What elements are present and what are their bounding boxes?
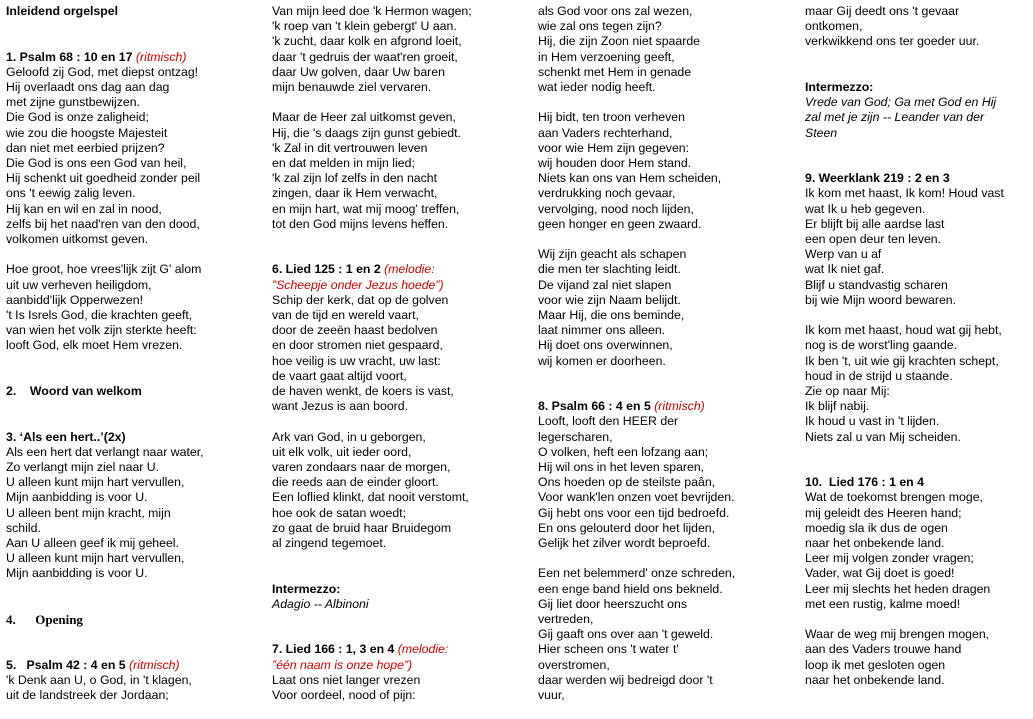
- lyric-line: Steen: [805, 125, 838, 140]
- lyric-line: Geloofd zij God, met diepst ontzag!: [6, 64, 199, 79]
- lyric-line: Voor wank'len onzen voet bevrijden.: [538, 490, 735, 505]
- lyric-line: Laat ons niet langer vrezen: [272, 672, 421, 687]
- lyric-line: aanbidd'lijk Opperwezen!: [6, 292, 144, 307]
- lyric-line: Mijn aanbidding is voor U.: [6, 490, 148, 505]
- intermezzo2-heading: Intermezzo:: [805, 80, 874, 94]
- psalm66-verse4: [538, 414, 788, 551]
- lyric-line: van wien het volk zijn sterkte heeft:: [6, 323, 197, 338]
- lyric-line: zelfs bij het naad'ren van den dood,: [6, 216, 200, 231]
- lyric-line: Hij overlaadt ons dag aan dag: [6, 80, 170, 94]
- lyric-line: uit uw verheven heiligdom,: [6, 277, 152, 292]
- lyric-line: en mijn hart, wat mij moog' treffen,: [272, 201, 460, 216]
- psalm42-heading: [6, 658, 252, 673]
- column-4: [805, 4, 1029, 688]
- lyric-line: legerscharen,: [538, 429, 613, 444]
- lied166-verse1-cont: [538, 4, 788, 95]
- lyric-line: 'k zucht, daar kolk en afgrond loeit,: [272, 34, 462, 49]
- lyric-line: Werp van u af: [805, 247, 882, 262]
- lied176-heading: 10. Lied 176 : 1 en 4: [805, 475, 924, 490]
- lied166-heading: [272, 642, 522, 657]
- hert-verse: [6, 445, 252, 582]
- lyric-line: loop ik met gesloten ogen: [805, 657, 946, 672]
- lyric-line: U alleen bent mijn kracht, mijn: [6, 505, 171, 520]
- psalm42-title: 5. Psalm 42 : 4 en 5: [6, 657, 130, 672]
- lyric-line: wie zou die hoogste Majesteit: [6, 125, 168, 140]
- lied125-verse2: [272, 430, 522, 552]
- lyric-line: Zo verlangt mijn ziel naar U.: [6, 460, 160, 475]
- psalm66-title: 8. Psalm 66 : 4 en 5: [538, 399, 655, 414]
- lyric-line: wat Ik niet gaf.: [805, 262, 885, 277]
- psalm42-verse1-cont: [272, 4, 522, 95]
- lyric-line: hoe veilig is uw vracht, uw last:: [272, 353, 441, 368]
- lyric-line: als God voor ons zal wezen,: [538, 4, 693, 18]
- lyric-line: wat Ik u heb gegeven.: [805, 201, 926, 216]
- lyric-line: en dat melden in mijn lied;: [272, 156, 415, 171]
- lyric-line: want Jezus is aan boord.: [272, 399, 409, 414]
- lied166-title: 7. Lied 166 : 1, 3 en 4: [272, 642, 398, 657]
- lyric-line: hoe ook de satan woedt;: [272, 505, 406, 520]
- psalm66-mode: (ritmisch): [654, 399, 705, 414]
- lyric-line: Hij schenkt uit goedheid zonder peil: [6, 171, 201, 186]
- lyric-line: vertreden,: [538, 612, 594, 627]
- lyric-line: die reeds aan de einder gloort.: [272, 475, 439, 490]
- lyric-line: maar Gij deedt ons 't gevaar: [805, 4, 960, 18]
- lyric-line: aan Vaders rechterhand,: [538, 125, 673, 140]
- lyric-line: nog is de worst'ling gaande.: [805, 338, 958, 353]
- lyric-line: Hij bidt, ten troon verheven: [538, 110, 685, 125]
- lyric-line: wij komen er doorheen.: [538, 353, 666, 368]
- lyric-line: bij wie Mijn woord bewaren.: [805, 292, 957, 307]
- lyric-line: Wat de toekomst brengen moge,: [805, 490, 983, 505]
- lyric-line: Gij gaaft ons over aan 't geweld.: [538, 627, 714, 642]
- lyric-line: tot den God mijns levens heffen.: [272, 216, 449, 231]
- lyric-line: Er blijft bij alle aardse last: [805, 216, 945, 231]
- lyric-line: U alleen kunt mijn hart vervullen,: [6, 475, 185, 490]
- lyric-line: zal met je zijn -- Leander van der: [805, 110, 985, 125]
- lyric-line: Ik blijf nabij.: [805, 399, 870, 414]
- lyric-line: uit elk volk, uit ieder oord,: [272, 444, 412, 459]
- lyric-line: Die God is ons een God van heil,: [6, 156, 187, 171]
- lied166-verse-start: [272, 673, 522, 703]
- lyric-line: dan niet met eerbied prijzen?: [6, 140, 165, 155]
- lyric-line: Hij wil ons in het leven sparen,: [538, 460, 705, 475]
- lyric-line: 'k roep van 't klein gebergt' U aan.: [272, 19, 457, 34]
- lyric-line: daar werden wij bedreigd door 't: [538, 672, 713, 687]
- lyric-line: uit de landstreek der Jordaan;: [6, 688, 169, 703]
- lyric-line: voor wie Hem zijn gegeven:: [538, 140, 690, 155]
- weerklank-heading: 9. Weerklank 219 : 2 en 3: [805, 171, 950, 186]
- psalm42-verse-start: [6, 673, 252, 703]
- lyric-line: Gelijk het zilver wordt beproefd.: [538, 536, 711, 551]
- lyric-line: Ik ben 't, uit wie gij krachten schept,: [805, 353, 999, 368]
- lyric-line: daar Uw golven, daar Uw baren: [272, 64, 445, 79]
- lyric-line: Zie op naar Mij:: [805, 384, 890, 399]
- lyric-line: door de zeeën haast bedolven: [272, 323, 438, 338]
- lyric-line: 'k Zal in dit vertrouwen leven: [272, 140, 428, 155]
- lyric-line: aan des Vaders trouwe hand: [805, 642, 962, 657]
- lyric-line: met zijne gunstbewijzen.: [6, 95, 140, 110]
- lyric-line: overstromen,: [538, 657, 610, 672]
- lyric-line: de haven wenkt, de koers is vast,: [272, 384, 454, 399]
- lyric-line: vuur,: [538, 688, 565, 703]
- lyric-line: Gij hebt ons voor een tijd bedroefd.: [538, 505, 730, 520]
- lyric-line: Ik kom met haast, Ik kom! Houd vast: [805, 186, 1004, 201]
- lyric-line: Niets zal u van Mij scheiden.: [805, 429, 961, 444]
- intermezzo1-heading: Intermezzo:: [272, 581, 341, 596]
- lyric-line: houd in de strijd u staande.: [805, 368, 953, 383]
- lyric-line: Wij zijn geacht als schapen: [538, 247, 687, 262]
- intermezzo2-text: [805, 95, 1029, 141]
- lied176-verse4: [805, 627, 1029, 688]
- lyric-line: Een net belemmerd' onze schreden,: [538, 566, 736, 581]
- lyric-line: Voor oordeel, nood of pijn:: [272, 688, 416, 703]
- lyric-line: Ik houd u vast in 't lijden.: [805, 414, 940, 429]
- lyric-line: Niets kan ons van Hem scheiden,: [538, 171, 722, 186]
- lyric-line: Maar Hij, die ons beminde,: [538, 308, 685, 323]
- hert-heading: 3. ‘Als een hert..’(2x): [6, 429, 126, 444]
- lyric-line: schenkt met Hem in genade: [538, 64, 692, 79]
- psalm68-verse2: [6, 262, 252, 353]
- lyric-line: mij geleidt des Heeren hand;: [805, 505, 962, 520]
- lyric-line: Ons hoeden op de steilste paân,: [538, 475, 716, 490]
- lyric-line: Een loflied klinkt, dat nooit verstomt,: [272, 490, 469, 505]
- column-3: [538, 4, 788, 703]
- lyric-line: Hier scheen ons 't water t': [538, 642, 679, 657]
- lyric-line: zo gaat de bruid haar Bruidegom: [272, 520, 452, 535]
- lyric-line: voor wie zijn Naam belijdt.: [538, 292, 681, 307]
- lyric-line: Ark van God, in u geborgen,: [272, 429, 426, 444]
- lyric-line: U alleen kunt mijn hart vervullen,: [6, 551, 185, 566]
- lyric-line: Leer mij slechts het heden dragen: [805, 581, 991, 596]
- psalm66-verse5-cont: [805, 4, 1029, 50]
- lyric-line: vervolging, nood noch lijden,: [538, 201, 694, 216]
- psalm68-title: 1. Psalm 68 : 10 en 17: [6, 49, 136, 64]
- lyric-line: wij houden door Hem stand.: [538, 156, 692, 171]
- lyric-line: Hij kan en wil en zal in nood,: [6, 201, 162, 216]
- lyric-line: Vader, wat Gij doet is goed!: [805, 566, 955, 581]
- column-1: [6, 4, 252, 703]
- lyric-line: een enge band hield ons bekneld.: [538, 581, 723, 596]
- lied125-verse1: [272, 293, 522, 415]
- weerklank-verse2: [805, 186, 1029, 308]
- psalm66-heading: [538, 399, 788, 414]
- lyric-line: en door stromen niet gespaard,: [272, 338, 443, 353]
- lyric-line: wie zal ons tegen zijn?: [538, 19, 662, 34]
- lyric-line: wat ieder nodig heeft.: [538, 80, 656, 95]
- lyric-line: naar het onbekende land.: [805, 672, 945, 687]
- lyric-line: Hij, die zijn Zoon niet spaarde: [538, 34, 700, 49]
- lyric-line: varen zondaars naar de morgen,: [272, 460, 451, 475]
- lyric-line: De vijand zal niet slapen: [538, 277, 672, 292]
- lied166-melody-2: ”één naam is onze hope”): [272, 657, 413, 672]
- lied166-verse3: [538, 110, 788, 232]
- lyric-line: Hij, die 's daags zijn gunst gebiedt.: [272, 125, 461, 140]
- lyric-line: Waar de weg mij brengen mogen,: [805, 627, 990, 642]
- lyric-line: Hij doet ons overwinnen,: [538, 338, 673, 353]
- lyric-line: Vrede van God; Ga met God en Hij: [805, 95, 997, 110]
- lyric-line: ontkomen,: [805, 19, 863, 34]
- psalm66-verse5: [538, 566, 788, 703]
- lyric-line: naar het onbekende land.: [805, 536, 945, 551]
- lyric-line: al zingend tegemoet.: [272, 536, 387, 551]
- lyric-line: verdrukking noch gevaar,: [538, 186, 676, 201]
- lyric-line: looft God, elk moet Hem vrezen.: [6, 338, 183, 353]
- lyric-line: ons 't eewig zalig leven.: [6, 186, 136, 201]
- psalm68-mode: (ritmisch): [135, 49, 187, 64]
- lyric-line: met een rustig, kalme moed!: [805, 596, 961, 611]
- lyric-line: in Hem verzoening geeft,: [538, 49, 675, 64]
- lyric-line: Hoe groot, hoe vrees'lijk zijt G' alom: [6, 262, 202, 277]
- lyric-line: 'k zal zijn lof zelfs in den nacht: [272, 171, 438, 186]
- lyric-line: een open deur ten leven.: [805, 232, 942, 247]
- lyric-line: En ons gelouterd door het lijden,: [538, 520, 716, 535]
- lyric-line: van de tijd en wereld vaart,: [272, 308, 419, 323]
- lyric-line: Als een hert dat verlangt naar water,: [6, 444, 204, 459]
- lyric-line: Blijf u standvastig scharen: [805, 277, 948, 292]
- psalm42-mode: (ritmisch): [129, 657, 180, 672]
- lied125-melody-2: ”Scheepje onder Jezus hoede”): [272, 277, 444, 292]
- lied176-verse1: [805, 490, 1029, 612]
- lyric-line: die men ter slachting leidt.: [538, 262, 681, 277]
- lied166-melody-1: (melodie:: [397, 642, 449, 657]
- lyric-line: Aan U alleen geef ik mij geheel.: [6, 536, 179, 551]
- lied125-title: 6. Lied 125 : 1 en 2: [272, 262, 385, 277]
- welkom-heading: 2. Woord van welkom: [6, 384, 142, 399]
- lyric-line: Van mijn leed doe 'k Hermon wagen;: [272, 4, 472, 18]
- lyric-line: O volken, heft een lofzang aan;: [538, 444, 709, 459]
- lyric-line: verkwikkend ons ter goeder uur.: [805, 34, 980, 49]
- lyric-line: daar 't gedruis der waat'ren groeit,: [272, 49, 458, 64]
- lied125-heading: [272, 262, 522, 277]
- weerklank-verse3: [805, 323, 1029, 445]
- lyric-line: 'k Denk aan U, o God, in 't klagen,: [6, 672, 192, 687]
- lied125-melody-1: (melodie:: [384, 262, 435, 277]
- intermezzo1-text: Adagio -- Albinoni: [272, 596, 369, 611]
- lyric-line: volkomen uitkomst geven.: [6, 232, 149, 247]
- lyric-line: laat nimmer ons alleen.: [538, 323, 666, 338]
- lyric-line: de vaart gaat altijd voort,: [272, 368, 407, 383]
- lyric-line: Ik kom met haast, houd wat gij hebt,: [805, 323, 1002, 338]
- lyric-line: Gij liet door heerszucht ons: [538, 596, 688, 611]
- lyric-line: moedig sla ik dus de ogen: [805, 520, 948, 535]
- lyric-line: schild.: [6, 520, 41, 535]
- lyric-line: Schip der kerk, dat op de golven: [272, 292, 449, 307]
- opening-heading: 4. Opening: [6, 612, 83, 628]
- lied166-verse4: [538, 247, 788, 369]
- column-2: [272, 4, 522, 703]
- lyric-line: Maar de Heer zal uitkomst geven,: [272, 110, 456, 125]
- psalm68-heading: [6, 50, 252, 65]
- lyric-line: Looft, looft den HEER der: [538, 414, 679, 429]
- lyric-line: Die God is onze zaligheid;: [6, 110, 149, 125]
- psalm42-verse2: [272, 110, 522, 232]
- lyric-line: 't Is Isrels God, die krachten geeft,: [6, 308, 193, 323]
- lyric-line: mijn benauwde ziel vervaren.: [272, 80, 432, 95]
- lyric-line: zingen, daar ik Hem verwacht,: [272, 186, 438, 201]
- lyric-line: Mijn aanbidding is voor U.: [6, 566, 148, 581]
- lyric-line: Leer mij volgen zonder vragen;: [805, 551, 974, 566]
- intro-heading: Inleidend orgelspel: [6, 4, 119, 18]
- lyric-line: geen honger en geen zwaard.: [538, 216, 702, 231]
- psalm68-verse1: [6, 65, 252, 247]
